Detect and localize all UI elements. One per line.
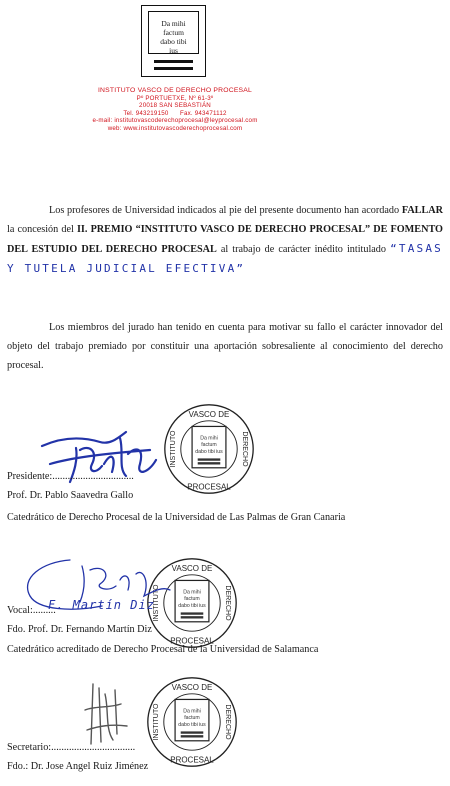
stamp-ring-bottom: PROCESAL <box>187 482 231 492</box>
logo-line: ius <box>169 46 178 55</box>
stamp-motto: dabo tibi ius <box>178 602 206 609</box>
stamp-ring-right: DERECHO <box>240 431 248 467</box>
address-line: Pº PORTUETXE, Nº 61-3º <box>136 94 214 102</box>
stamp-motto: dabo tibi ius <box>178 721 206 728</box>
stamp-motto: factum <box>184 596 200 603</box>
institute-stamp <box>162 402 256 496</box>
institute-logo <box>141 5 206 77</box>
vocal-line <box>7 604 56 617</box>
web-line: web: www.institutovascoderechoprocesal.com <box>107 124 243 132</box>
role-label: Secretario: <box>7 742 52 753</box>
signature-dots: ......... <box>32 605 56 616</box>
stamp-motto: Da mihi <box>183 589 201 596</box>
stamp-ring-bottom: PROCESAL <box>170 636 214 646</box>
stamp-ring-right: DERECHO <box>223 585 231 621</box>
stamp-ring-left: INSTITUTO <box>153 584 161 622</box>
prize-name: II. PREMIO “INSTITUTO VASCO DE DERECHO PROCESAL” DE FOMENTO DEL ESTUDIO DEL DERECHO PROCESAL <box>7 224 443 255</box>
stamp-motto: Da mihi <box>200 435 218 442</box>
fallar-word: FALLAR <box>401 205 443 216</box>
stamp-motto: factum <box>184 715 200 722</box>
vocal-name: Fdo. Prof. Dr. Fernando Martín Diz <box>7 624 152 635</box>
secretary-line <box>7 741 135 754</box>
paragraph-text: la concesión del <box>7 224 77 235</box>
secretary-signature <box>75 680 145 750</box>
stamp-ring-right: DERECHO <box>223 704 231 740</box>
logo-line: Da mihi <box>161 19 186 28</box>
vocal-position: Catedrático acreditado de Derecho Procesal de la Universidad de Salamanca <box>7 644 319 655</box>
role-label: Presidente: <box>7 471 53 482</box>
role-label: Vocal: <box>7 605 33 616</box>
letterhead <box>90 87 260 133</box>
institute-name: INSTITUTO VASCO DE DERECHO PROCESAL <box>97 87 253 94</box>
stamp-ring-left: INSTITUTO <box>170 430 178 468</box>
paragraph-text: al trabajo de carácter inédito intitulado <box>216 244 386 255</box>
stamp-ring-bottom: PROCESAL <box>170 755 214 765</box>
stamp-ring-left: INSTITUTO <box>153 703 161 741</box>
handwritten-work-title: “TASAS Y TUTELA JUDICIAL EFECTIVA” <box>7 242 443 275</box>
address-line: 20018 SAN SEBASTIÁN <box>139 102 211 110</box>
logo-line: factum <box>163 28 184 37</box>
vocal-handwritten-name: F. Martín Diz <box>48 598 155 612</box>
logo-bar <box>154 60 193 63</box>
logo-motto-frame <box>148 11 199 54</box>
logo-line: dabo tibi <box>160 37 187 46</box>
president-position: Catedrático de Derecho Procesal de la Universidad de Las Palmas de Gran Canaria <box>7 512 346 523</box>
stamp-motto: factum <box>201 442 217 449</box>
logo-bar <box>154 67 193 70</box>
stamp-motto: Da mihi <box>183 708 201 715</box>
stamp-motto: dabo tibi ius <box>195 448 223 455</box>
jury-paragraph: Los miembros del jurado han tenido en cuenta para motivar su fallo el carácter innovador del objeto del trabajo premiado por constituir una aportación sobresaliente al conocimiento del derecho procesal. <box>7 322 443 371</box>
secretary-name: Fdo.: Dr. Jose Angel Ruiz Jiménez <box>7 761 149 772</box>
email-line: e-mail: institutovascoderechoprocesal@leyprocesal.com <box>92 117 258 125</box>
president-name: Prof. Dr. Pablo Saavedra Gallo <box>7 490 134 501</box>
stamp-ring-top: VASCO DE <box>171 683 213 693</box>
stamp-ring-top: VASCO DE <box>171 564 213 574</box>
signature-dots: ................................. <box>51 742 136 753</box>
award-paragraph <box>7 201 443 279</box>
phone-line: Tel. 943219150 Fax. 943471112 <box>123 109 227 117</box>
paragraph-text: Los profesores de Universidad indicados al pie del presente documento han acordado <box>49 205 400 216</box>
institute-stamp <box>145 675 239 769</box>
stamp-ring-top: VASCO DE <box>188 410 230 420</box>
president-line <box>7 470 134 483</box>
signature-dots: ................................ <box>52 471 134 482</box>
